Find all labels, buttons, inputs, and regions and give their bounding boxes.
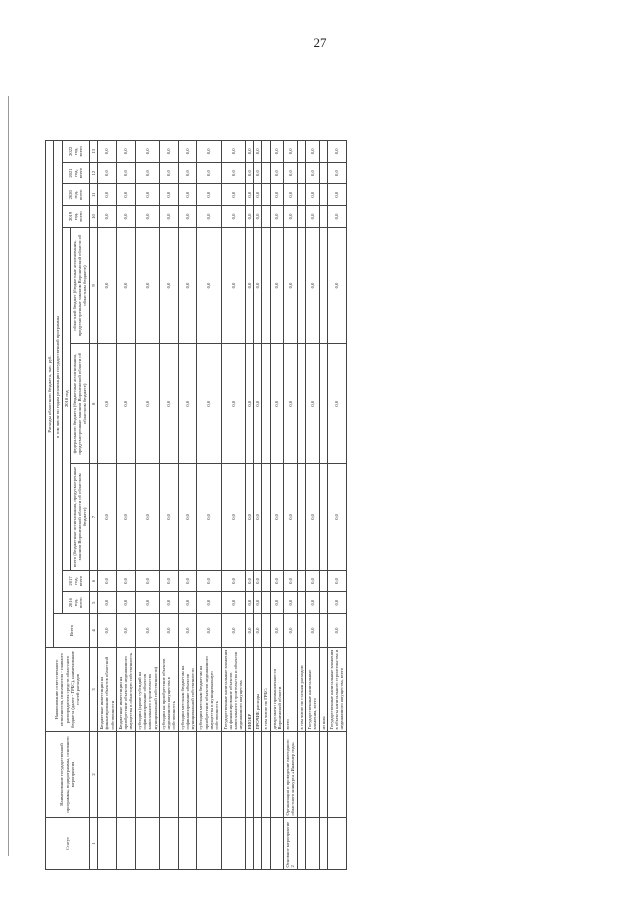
table-row bbox=[97, 141, 116, 870]
row-value bbox=[319, 162, 327, 184]
row-value: 0,0 bbox=[221, 162, 245, 184]
column-number: 5 bbox=[89, 592, 97, 614]
row-value bbox=[297, 141, 305, 163]
row-value: 0,0 bbox=[116, 162, 135, 184]
row-value: 0,0 bbox=[159, 162, 178, 184]
row-value: 0,0 bbox=[97, 614, 116, 648]
row-value: 0,0 bbox=[116, 184, 135, 206]
row-value: 0,0 bbox=[245, 344, 253, 464]
row-value: 0,0 bbox=[245, 227, 253, 343]
row-value: 0,0 bbox=[97, 141, 116, 163]
row-value: 0,0 bbox=[178, 464, 197, 570]
row-value: 0,0 bbox=[197, 570, 221, 592]
row-value: 0,0 bbox=[116, 227, 135, 343]
row-value: 0,0 bbox=[116, 464, 135, 570]
row-value: 0,0 bbox=[116, 570, 135, 592]
row-status bbox=[245, 818, 253, 870]
col-source: Наименование ответственного исполнителя, исполнителя - главного распорядителя средств областного бюджета (далее - ГРБС), наименование статей расходов bbox=[46, 648, 90, 732]
row-value: 0,0 bbox=[97, 344, 116, 464]
col-budget-group: Расходы областного бюджета, тыс. руб. bbox=[46, 141, 54, 648]
row-value: 0,0 bbox=[245, 570, 253, 592]
row-value bbox=[319, 592, 327, 614]
row-value bbox=[297, 206, 305, 228]
column-number: 9 bbox=[89, 227, 97, 343]
row-value bbox=[262, 614, 270, 648]
row-value: 0,0 bbox=[305, 344, 319, 464]
row-program bbox=[254, 732, 262, 818]
col-2018-fed: федерального бюджета (бюджетные ассигнования, предусмотренные законом Воронежской области об областном бюджете) bbox=[70, 344, 89, 464]
row-value bbox=[297, 184, 305, 206]
col-status: Статус bbox=[46, 818, 90, 870]
row-value: 0,0 bbox=[135, 614, 159, 648]
row-value: 0,0 bbox=[135, 184, 159, 206]
row-value: 0,0 bbox=[270, 141, 284, 163]
row-value bbox=[262, 570, 270, 592]
column-number: 1 bbox=[89, 818, 97, 870]
row-value: 0,0 bbox=[254, 592, 262, 614]
table-row bbox=[305, 141, 319, 870]
row-status bbox=[178, 818, 197, 870]
row-value bbox=[262, 206, 270, 228]
row-status bbox=[327, 818, 346, 870]
row-value: 0,0 bbox=[254, 141, 262, 163]
row-value: 0,0 bbox=[221, 227, 245, 343]
row-value bbox=[319, 227, 327, 343]
row-value: 0,0 bbox=[221, 206, 245, 228]
row-value bbox=[297, 614, 305, 648]
row-value: 0,0 bbox=[97, 162, 116, 184]
row-value: 0,0 bbox=[159, 592, 178, 614]
row-value: 0,0 bbox=[135, 570, 159, 592]
table-row bbox=[245, 141, 253, 870]
row-value bbox=[262, 464, 270, 570]
table-row bbox=[197, 141, 221, 870]
row-value: 0,0 bbox=[305, 206, 319, 228]
row-value: 0,0 bbox=[159, 464, 178, 570]
table-row bbox=[135, 141, 159, 870]
row-value: 0,0 bbox=[159, 570, 178, 592]
row-value: 0,0 bbox=[245, 592, 253, 614]
row-value: 0,0 bbox=[270, 227, 284, 343]
row-value bbox=[262, 162, 270, 184]
row-value: 0,0 bbox=[178, 344, 197, 464]
row-value: 0,0 bbox=[254, 344, 262, 464]
column-number: 10 bbox=[89, 206, 97, 228]
row-value: 0,0 bbox=[305, 227, 319, 343]
col-2019: 2019 год, всего bbox=[62, 206, 89, 228]
col-2017: 2017 год, всего bbox=[62, 570, 89, 592]
col-2022: 2022 год, всего bbox=[62, 141, 89, 163]
row-value bbox=[262, 184, 270, 206]
row-value: 0,0 bbox=[178, 184, 197, 206]
row-value: 0,0 bbox=[270, 206, 284, 228]
row-program bbox=[245, 732, 253, 818]
col-2016: 2016 год, всего bbox=[62, 592, 89, 614]
row-value bbox=[319, 206, 327, 228]
column-number: 4 bbox=[89, 614, 97, 648]
row-value: 0,0 bbox=[221, 141, 245, 163]
table-row bbox=[159, 141, 178, 870]
row-value: 0,0 bbox=[159, 184, 178, 206]
row-source: НИОКР bbox=[245, 648, 253, 732]
row-value bbox=[297, 227, 305, 343]
col-total: Всего bbox=[54, 614, 89, 648]
row-source: Государственные капитальные вложения в объекты капитального строительства и недвижимого имущества, всего bbox=[327, 648, 346, 732]
row-source: всего bbox=[284, 648, 298, 732]
row-program bbox=[221, 732, 245, 818]
row-value: 0,0 bbox=[159, 614, 178, 648]
row-value: 0,0 bbox=[221, 570, 245, 592]
row-value: 0,0 bbox=[135, 464, 159, 570]
row-value: 0,0 bbox=[327, 184, 346, 206]
row-value: 0,0 bbox=[135, 592, 159, 614]
row-program bbox=[135, 732, 159, 818]
row-value: 0,0 bbox=[284, 141, 298, 163]
row-value: 0,0 bbox=[116, 614, 135, 648]
row-value bbox=[262, 344, 270, 464]
row-value: 0,0 bbox=[221, 464, 245, 570]
row-value: 0,0 bbox=[178, 614, 197, 648]
row-value: 0,0 bbox=[97, 227, 116, 343]
row-value: 0,0 bbox=[254, 227, 262, 343]
row-value: 0,0 bbox=[284, 162, 298, 184]
row-value: 0,0 bbox=[305, 141, 319, 163]
row-value: 0,0 bbox=[221, 614, 245, 648]
row-value: 0,0 bbox=[270, 592, 284, 614]
row-value: 0,0 bbox=[254, 162, 262, 184]
row-program: Организация и проведение ежегодного областного конкурса «Инженер года» bbox=[284, 732, 298, 818]
row-value: 0,0 bbox=[135, 141, 159, 163]
row-source: Бюджетные инвестиции на приобретение объектов недвижимого имущества в областную собственность bbox=[116, 648, 135, 732]
row-source: в том числе по ГРБС: bbox=[262, 648, 270, 732]
row-value: 0,0 bbox=[116, 141, 135, 163]
row-value: 0,0 bbox=[327, 614, 346, 648]
row-value bbox=[262, 592, 270, 614]
row-value: 0,0 bbox=[284, 227, 298, 343]
table-row bbox=[327, 141, 346, 870]
row-value: 0,0 bbox=[254, 184, 262, 206]
row-value: 0,0 bbox=[305, 162, 319, 184]
table-row bbox=[116, 141, 135, 870]
column-number: 6 bbox=[89, 570, 97, 592]
column-number: 7 bbox=[89, 464, 97, 570]
row-program bbox=[159, 732, 178, 818]
row-status bbox=[297, 818, 305, 870]
row-value bbox=[262, 141, 270, 163]
row-value: 0,0 bbox=[159, 227, 178, 343]
row-status: Основное мероприятие 2 bbox=[284, 818, 298, 870]
row-source: из них: bbox=[319, 648, 327, 732]
row-value: 0,0 bbox=[327, 206, 346, 228]
row-source: в том числе по статьям расходов: bbox=[297, 648, 305, 732]
column-number: 13 bbox=[89, 141, 97, 163]
table-row bbox=[254, 141, 262, 870]
row-value: 0,0 bbox=[197, 344, 221, 464]
row-value: 0,0 bbox=[327, 592, 346, 614]
row-value bbox=[262, 227, 270, 343]
row-value: 0,0 bbox=[284, 184, 298, 206]
row-value bbox=[319, 464, 327, 570]
row-value: 0,0 bbox=[245, 206, 253, 228]
row-status bbox=[305, 818, 319, 870]
row-value: 0,0 bbox=[305, 592, 319, 614]
row-program bbox=[305, 732, 319, 818]
row-value: 0,0 bbox=[254, 464, 262, 570]
row-value: 0,0 bbox=[270, 570, 284, 592]
row-value: 0,0 bbox=[197, 464, 221, 570]
row-value bbox=[297, 344, 305, 464]
row-value: 0,0 bbox=[97, 592, 116, 614]
row-value: 0,0 bbox=[135, 344, 159, 464]
table-row bbox=[262, 141, 270, 870]
row-value: 0,0 bbox=[97, 570, 116, 592]
row-value: 0,0 bbox=[270, 614, 284, 648]
row-source: ПРОЧИЕ расходы bbox=[254, 648, 262, 732]
row-value: 0,0 bbox=[197, 162, 221, 184]
row-value: 0,0 bbox=[178, 141, 197, 163]
row-value bbox=[297, 464, 305, 570]
row-value: 0,0 bbox=[270, 464, 284, 570]
row-value: 0,0 bbox=[270, 344, 284, 464]
row-value: 0,0 bbox=[97, 464, 116, 570]
row-value: 0,0 bbox=[284, 614, 298, 648]
row-value: 0,0 bbox=[221, 344, 245, 464]
row-value: 0,0 bbox=[197, 592, 221, 614]
row-value: 0,0 bbox=[327, 344, 346, 464]
row-value: 0,0 bbox=[178, 592, 197, 614]
row-source: департамент промышленности Воронежской области bbox=[270, 648, 284, 732]
row-value: 0,0 bbox=[197, 141, 221, 163]
rotated-table-sheet bbox=[45, 0, 595, 870]
row-value: 0,0 bbox=[178, 162, 197, 184]
col-program: Наименование государственной программы, подпрограммы, основного мероприятия bbox=[46, 732, 90, 818]
row-value bbox=[319, 344, 327, 464]
row-value: 0,0 bbox=[327, 464, 346, 570]
table-row bbox=[270, 141, 284, 870]
row-value: 0,0 bbox=[116, 344, 135, 464]
row-program bbox=[178, 732, 197, 818]
row-status bbox=[197, 818, 221, 870]
budget-table bbox=[45, 140, 347, 870]
row-source: Бюджетные инвестиции на финансирование объектов областной собственности bbox=[97, 648, 116, 732]
row-value: 0,0 bbox=[178, 206, 197, 228]
row-value: 0,0 bbox=[245, 162, 253, 184]
column-number: 8 bbox=[89, 344, 97, 464]
row-value bbox=[297, 570, 305, 592]
row-status bbox=[270, 818, 284, 870]
col-2018-all: всего (бюджетные ассигнования, предусмотренные законом Воронежской области об областном бюджете) bbox=[70, 464, 89, 570]
row-value: 0,0 bbox=[245, 184, 253, 206]
row-value: 0,0 bbox=[284, 592, 298, 614]
row-source: субсидии на приобретение объектов недвижимого имущества в собственность bbox=[159, 648, 178, 732]
row-program bbox=[270, 732, 284, 818]
col-2018-reg: областной бюджет (бюджетные ассигнования, предусмотренные законом Воронежской области об областном бюджете) bbox=[70, 227, 89, 343]
row-value: 0,0 bbox=[254, 614, 262, 648]
row-value bbox=[319, 614, 327, 648]
row-value: 0,0 bbox=[97, 206, 116, 228]
row-program bbox=[327, 732, 346, 818]
row-value: 0,0 bbox=[284, 344, 298, 464]
row-value bbox=[319, 184, 327, 206]
column-number: 2 bbox=[89, 732, 97, 818]
row-value: 0,0 bbox=[327, 570, 346, 592]
row-value: 0,0 bbox=[327, 227, 346, 343]
row-program bbox=[197, 732, 221, 818]
row-value bbox=[319, 141, 327, 163]
row-value: 0,0 bbox=[305, 184, 319, 206]
row-value: 0,0 bbox=[159, 141, 178, 163]
row-value: 0,0 bbox=[221, 184, 245, 206]
column-number: 12 bbox=[89, 162, 97, 184]
row-value: 0,0 bbox=[159, 206, 178, 228]
row-value: 0,0 bbox=[135, 206, 159, 228]
page-number: 27 bbox=[313, 35, 327, 50]
row-value: 0,0 bbox=[254, 570, 262, 592]
column-number: 3 bbox=[89, 648, 97, 732]
row-value: 0,0 bbox=[284, 570, 298, 592]
row-value: 0,0 bbox=[197, 184, 221, 206]
table-row bbox=[319, 141, 327, 870]
table-row bbox=[221, 141, 245, 870]
table-row bbox=[284, 141, 298, 870]
row-value: 0,0 bbox=[116, 206, 135, 228]
row-value: 0,0 bbox=[284, 464, 298, 570]
table-row bbox=[178, 141, 197, 870]
row-value: 0,0 bbox=[245, 614, 253, 648]
col-2018: 2018 год bbox=[62, 227, 70, 570]
row-value: 0,0 bbox=[197, 227, 221, 343]
row-status bbox=[159, 818, 178, 870]
column-number: 11 bbox=[89, 184, 97, 206]
row-value: 0,0 bbox=[254, 206, 262, 228]
row-value: 0,0 bbox=[270, 162, 284, 184]
row-value: 0,0 bbox=[135, 162, 159, 184]
row-program bbox=[319, 732, 327, 818]
row-value: 0,0 bbox=[305, 614, 319, 648]
row-value: 0,0 bbox=[178, 570, 197, 592]
row-value bbox=[297, 162, 305, 184]
row-value: 0,0 bbox=[245, 464, 253, 570]
row-value bbox=[319, 570, 327, 592]
row-program bbox=[297, 732, 305, 818]
row-program bbox=[116, 732, 135, 818]
row-source: субсидии (кроме субсидий на софинансирование объектов капитального строительства муниципальной собственности) bbox=[135, 648, 159, 732]
row-value: 0,0 bbox=[305, 570, 319, 592]
row-status bbox=[319, 818, 327, 870]
row-status bbox=[254, 818, 262, 870]
row-value: 0,0 bbox=[270, 184, 284, 206]
col-2021: 2021 год, всего bbox=[62, 162, 89, 184]
row-source: субсидии местным бюджетам на приобретение объектов недвижимого имущества в муниципальную собственность bbox=[197, 648, 221, 732]
row-value: 0,0 bbox=[197, 614, 221, 648]
table-row bbox=[297, 141, 305, 870]
row-value: 0,0 bbox=[197, 206, 221, 228]
page-edge bbox=[8, 96, 9, 856]
row-value bbox=[297, 592, 305, 614]
row-value: 0,0 bbox=[327, 162, 346, 184]
row-status bbox=[262, 818, 270, 870]
row-source: Государственные капитальные вложения на финансирование объектов капитального строительства и объектов недвижимого имущества bbox=[221, 648, 245, 732]
row-program bbox=[262, 732, 270, 818]
row-value: 0,0 bbox=[135, 227, 159, 343]
row-value: 0,0 bbox=[178, 227, 197, 343]
row-value: 0,0 bbox=[116, 592, 135, 614]
row-status bbox=[221, 818, 245, 870]
row-value: 0,0 bbox=[221, 592, 245, 614]
row-status bbox=[116, 818, 135, 870]
col-incl: в том числе по годам реализации государственной программы bbox=[54, 141, 62, 614]
table-body bbox=[97, 141, 346, 870]
row-program bbox=[97, 732, 116, 818]
row-value: 0,0 bbox=[97, 184, 116, 206]
col-2020: 2020 год, всего bbox=[62, 184, 89, 206]
row-value: 0,0 bbox=[284, 206, 298, 228]
column-numbers-row bbox=[89, 141, 97, 870]
row-status bbox=[135, 818, 159, 870]
row-value: 0,0 bbox=[159, 344, 178, 464]
row-source: Государственные капитальные вложения, всего bbox=[305, 648, 319, 732]
row-value: 0,0 bbox=[327, 141, 346, 163]
row-value: 0,0 bbox=[245, 141, 253, 163]
row-source: субсидии местным бюджетам на софинансирование объектов муниципальной собственности bbox=[178, 648, 197, 732]
row-status bbox=[97, 818, 116, 870]
row-value: 0,0 bbox=[305, 464, 319, 570]
